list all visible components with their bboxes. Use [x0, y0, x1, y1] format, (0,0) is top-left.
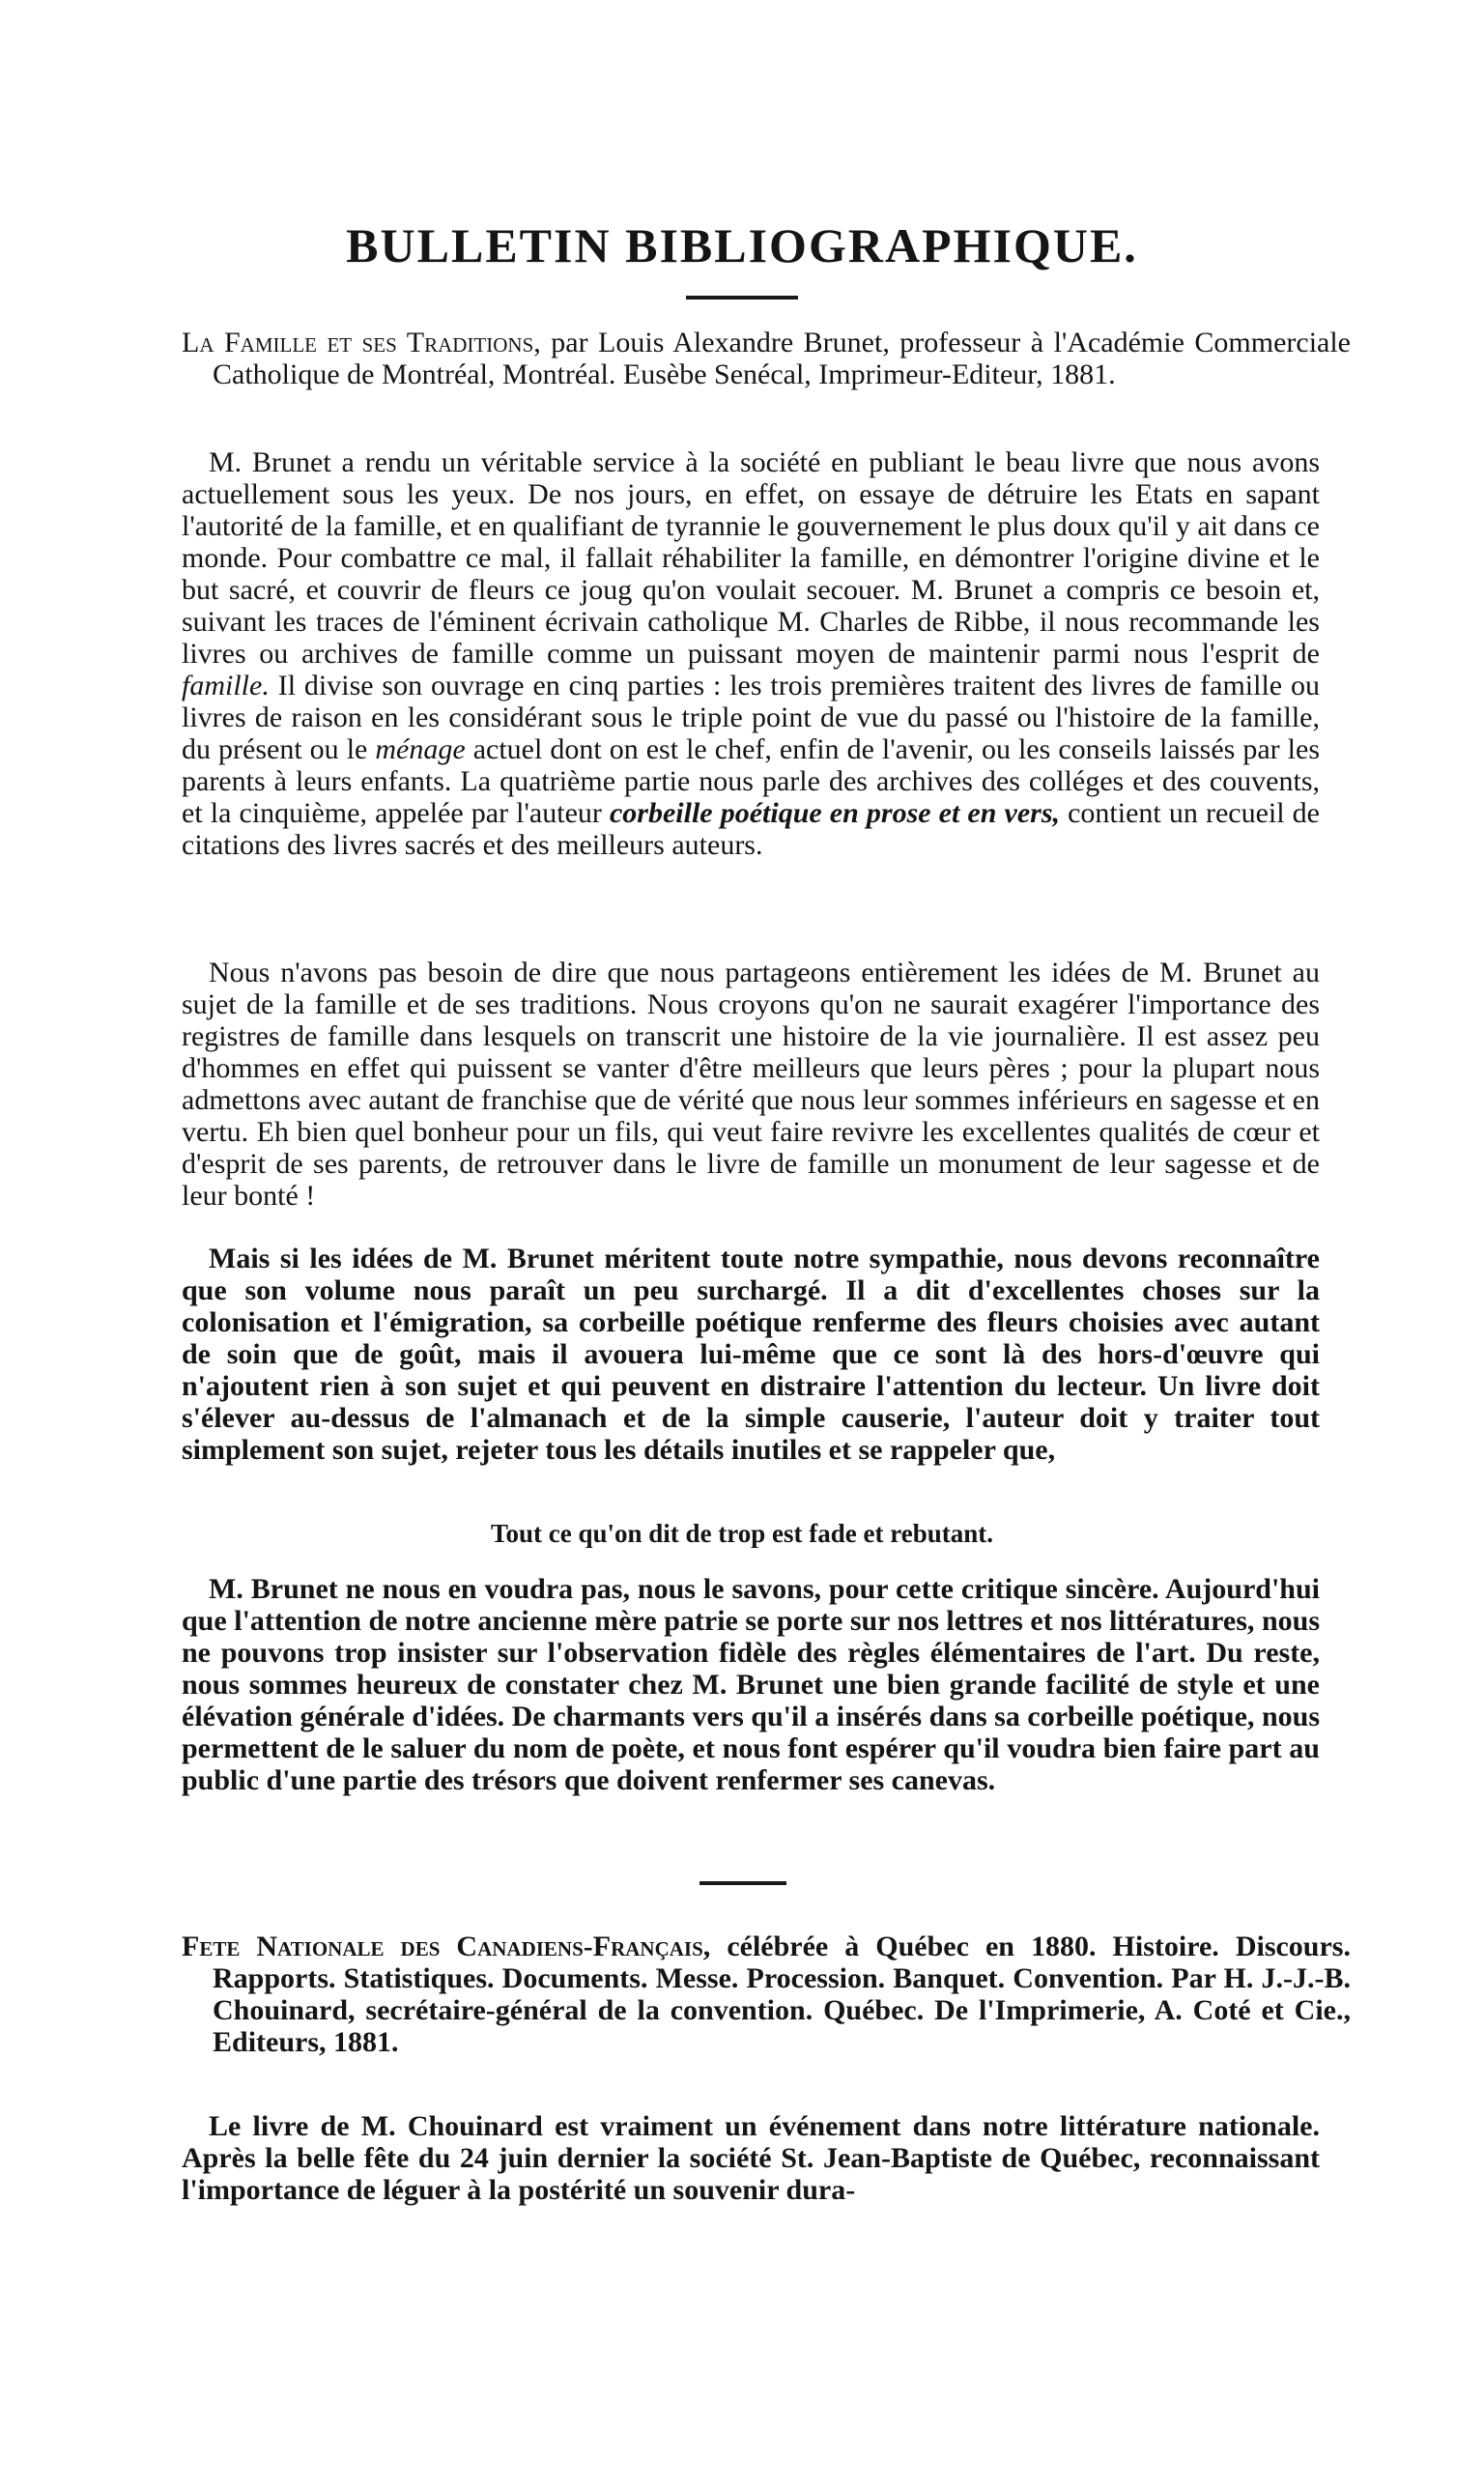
entry2-title: Fete Nationale des Canadiens-Français, [182, 1931, 711, 1962]
entry1-p1-text-d: contient un recueil de citations des livres sacrés et des meilleurs auteurs. [182, 797, 1320, 861]
entry2-paragraph-1: Le livre de M. Chouinard est vraiment un événement dans notre littérature nationale. Après la belle fête du 24 juin dernier la société St. Jean-Baptiste de Québec, reconnaissant l'importance de léguer à la postérité un souvenir dura- [182, 2110, 1320, 2206]
entry1-p1-emphasis-3: corbeille poétique en prose et en vers, [609, 797, 1061, 829]
verse-quote: Tout ce qu'on dit de trop est fade et rebutant. [490, 1519, 994, 1548]
page-title: BULLETIN BIBLIOGRAPHIQUE. [346, 218, 1138, 272]
entry1-p1-emphasis-1: famille. [182, 670, 270, 701]
entry1-heading [182, 327, 1351, 390]
entry1-paragraph-2: Nous n'avons pas besoin de dire que nous partageons entièrement les idées de M. Brunet au sujet de la famille et de ses traditions. Nous croyons qu'on ne saurait exagérer l'importance des registres de famille dans lesquels on transcrit une histoire de la vie journalière. Il est assez peu d'hommes en effet qui puissent se vanter d'être meilleurs que leurs pères ; pour la plupart nous admettons avec autant de franchise que de vérité que nous leur sommes inférieurs en sagesse et en vertu. Eh bien quel bonheur pour un fils, qui veut faire revivre les excellentes qualités de cœur et d'esprit de ses parents, de retrouver dans le livre de famille un monument de leur sagesse et de leur bonté ! [182, 957, 1320, 1212]
entry-divider [699, 1881, 786, 1885]
entry2-heading [182, 1931, 1351, 2058]
title-divider [686, 296, 798, 300]
entry1-paragraph-3: Mais si les idées de M. Brunet méritent toute notre sympathie, nous devons reconnaître que son volume nous paraît un peu surchargé. Il a dit d'excellentes choses sur la colonisation et l'émigration, sa corbeille poétique renferme des fleurs choisies avec autant de soin que de goût, mais il avouera lui-même que ce sont là des hors-d'œuvre qui n'ajoutent rien à son sujet et qui peuvent en distraire l'attention du lecteur. Un livre doit s'élever au-dessus de l'almanach et de la simple causerie, l'auteur doit y traiter tout simplement son sujet, rejeter tous les détails inutiles et se rappeler que, [182, 1243, 1320, 1466]
entry1-publication: par Louis Alexandre Brunet, professeur à l'Académie Commerciale Catholique de Montréal, Montréal. Eusèbe Senécal, Imprimeur-Editeur, 1881. [213, 327, 1352, 390]
entry1-p1-emphasis-2: ménage [375, 733, 466, 765]
entry1-title: La Famille et ses Traditions, [182, 327, 541, 358]
entry1-paragraph-1 [182, 446, 1320, 861]
entry2-publication: célébrée à Québec en 1880. Histoire. Discours. Rapports. Statistiques. Documents. Messe. Procession. Banquet. Convention. Par H. J.-J.-B. Chouinard, secrétaire-général de la convention. Québec. De l'Imprimerie, A. Coté et Cie., Editeurs, 1881. [213, 1931, 1351, 2058]
entry1-paragraph-4: M. Brunet ne nous en voudra pas, nous le savons, pour cette critique sincère. Aujourd'hui que l'attention de notre ancienne mère patrie se porte sur nos lettres et nos littératures, nous ne pouvons trop insister sur l'observation fidèle des règles élémentaires de l'art. Du reste, nous sommes heureux de constater chez M. Brunet une bien grande facilité de style et une élévation générale d'idées. De charmants vers qu'il a insérés dans sa corbeille poétique, nous permettent de le saluer du nom de poète, et nous font espérer qu'il voudra bien faire part au public d'une partie des trésors que doivent renfermer ses canevas. [182, 1573, 1320, 1796]
entry1-p1-text-b: Il divise son ouvrage en cinq parties : les trois premières traitent des livres de famille ou livres de raison en les considérant sous le triple point de vue du passé ou l'histoire de la famille, du présent ou le [182, 670, 1320, 765]
entry1-p1-text-a: M. Brunet a rendu un véritable service à la société en publiant le beau livre que nous avons actuellement sous les yeux. De nos jours, en effet, on essaye de détruire les Etats en sapant l'autorité de la famille, et en qualifiant de tyrannie le gouvernement le plus doux qu'il y ait dans ce monde. Pour combattre ce mal, il fallait réhabiliter la famille, en démontrer l'origine divine et le but sacré, et couvrir de fleurs ce joug qu'on voulait secouer. M. Brunet a compris ce besoin et, suivant les traces de l'éminent écrivain catholique M. Charles de Ribbe, il nous recommande les livres ou archives de famille comme un puissant moyen de maintenir parmi nous l'esprit de [182, 446, 1320, 670]
entry1-p1-text-c: actuel dont on est le chef, enfin de l'avenir, ou les conseils laissés par les parents à leurs enfants. La quatrième partie nous parle des archives des colléges et des couvents, et la cinquième, appelée par l'auteur [182, 733, 1321, 829]
